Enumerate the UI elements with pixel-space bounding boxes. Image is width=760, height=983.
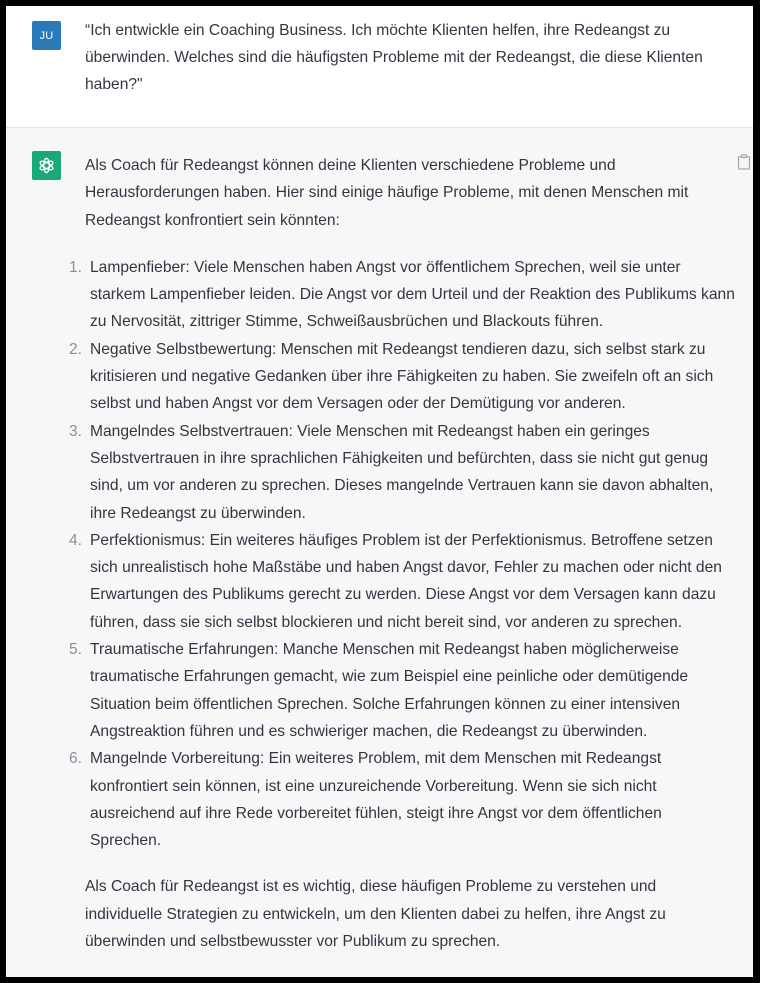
openai-logo-icon xyxy=(36,155,57,176)
list-item xyxy=(69,336,735,418)
user-message xyxy=(6,6,753,128)
list-number: 3. xyxy=(69,422,83,440)
list-item-text: Negative Selbstbewertung: Menschen mit Redeangst tendieren dazu, sich selbst stark zu kritisieren und negative Gedanken über ihre Fähigkeiten zu haben. Sie zweifeln oft an sich selbst und haben Angst vor dem Versagen oder der Demütigung vor anderen. xyxy=(90,340,714,413)
list-item-text: Mangelndes Selbstvertrauen: Viele Menschen mit Redeangst haben ein geringes Selbstvertrauen in ihre sprachlichen Fähigkeiten und befürchten, dass sie nicht gut genug sind, um vor anderen zu sprechen. Dieses mangelnde Vertrauen kann sie davon abhalten, ihre Redeangst zu überwinden. xyxy=(90,422,714,522)
clipboard-icon xyxy=(737,154,751,170)
list-number: 5. xyxy=(69,641,83,659)
list-item-text: Traumatische Erfahrungen: Manche Menschen mit Redeangst haben möglicherweise traumatische Erfahrungen gemacht, wie zum Beispiel eine peinliche oder demütigende Situation beim öffentlichen Sprechen. Solche Erfahrungen können zu einer intensiven Angstreaktion führen und es schwieriger machen, die Redeangst zu überwinden. xyxy=(90,641,689,740)
list-number: 4. xyxy=(69,531,83,549)
list-item xyxy=(69,418,735,527)
list-item-text: Lampenfieber: Viele Menschen haben Angst vor öffentlichem Sprechen, weil sie unter starkem Lampenfieber leiden. Die Angst vor dem Urteil und der Reaktion des Publikums kann zu Nervosität, zittriger Stimme, Schweißausbrüchen und Blackouts führen. xyxy=(90,258,735,331)
list-number: 1. xyxy=(69,258,83,276)
assistant-outro: Als Coach für Redeangst ist es wichtig, diese häufigen Probleme zu verstehen und individuelle Strategien zu entwickeln, um den Klienten dabei zu helfen, ihre Angst zu überwinden und selbstbewusster vor Publikum zu sprechen. xyxy=(85,878,666,951)
chat-window xyxy=(6,6,753,977)
assistant-message xyxy=(69,152,735,955)
list-item xyxy=(69,745,735,854)
list-item xyxy=(69,254,735,336)
user-avatar-initials: JU xyxy=(39,29,54,42)
list-number: 6. xyxy=(69,750,83,768)
list-item-text: Perfektionismus: Ein weiteres häufiges Problem ist der Perfektionismus. Betroffene setzen sich unrealistisch hohe Maßstäbe und haben Angst davor, Fehler zu machen oder nicht den Erwartungen des Publikums gerecht zu werden. Diese Angst vor dem Versagen kann dazu führen, dass sie sich selbst blockieren und nicht bereit sind, vor anderen zu sprechen. xyxy=(90,531,722,631)
assistant-intro: Als Coach für Redeangst können deine Klienten verschiedene Probleme und Herausforderungen haben. Hier sind einige häufige Probleme, mit denen Menschen mit Redeangst konfrontiert sein könnten: xyxy=(85,157,689,229)
user-message-text: “Ich entwickle ein Coaching Business. Ich möchte Klienten helfen, ihre Redeangst zu überwinden. Welches sind die häufigsten Probleme mit der Redeangst, die diese Klienten haben?" xyxy=(85,22,703,93)
list-item xyxy=(69,636,735,745)
list-number: 2. xyxy=(69,340,83,358)
list-item xyxy=(69,527,735,636)
problem-list xyxy=(69,254,735,855)
assistant-avatar xyxy=(32,151,61,180)
list-item-text: Mangelnde Vorbereitung: Ein weiteres Problem, mit dem Menschen mit Redeangst konfrontiert sein können, ist eine unzureichende Vorbereitung. Wenn sie sich nicht ausreichend auf ihre Rede vorbereitet fühlen, steigt ihre Angst vor dem öffentlichen Sprechen. xyxy=(90,750,662,850)
copy-button[interactable] xyxy=(737,154,751,170)
user-avatar xyxy=(32,21,61,50)
